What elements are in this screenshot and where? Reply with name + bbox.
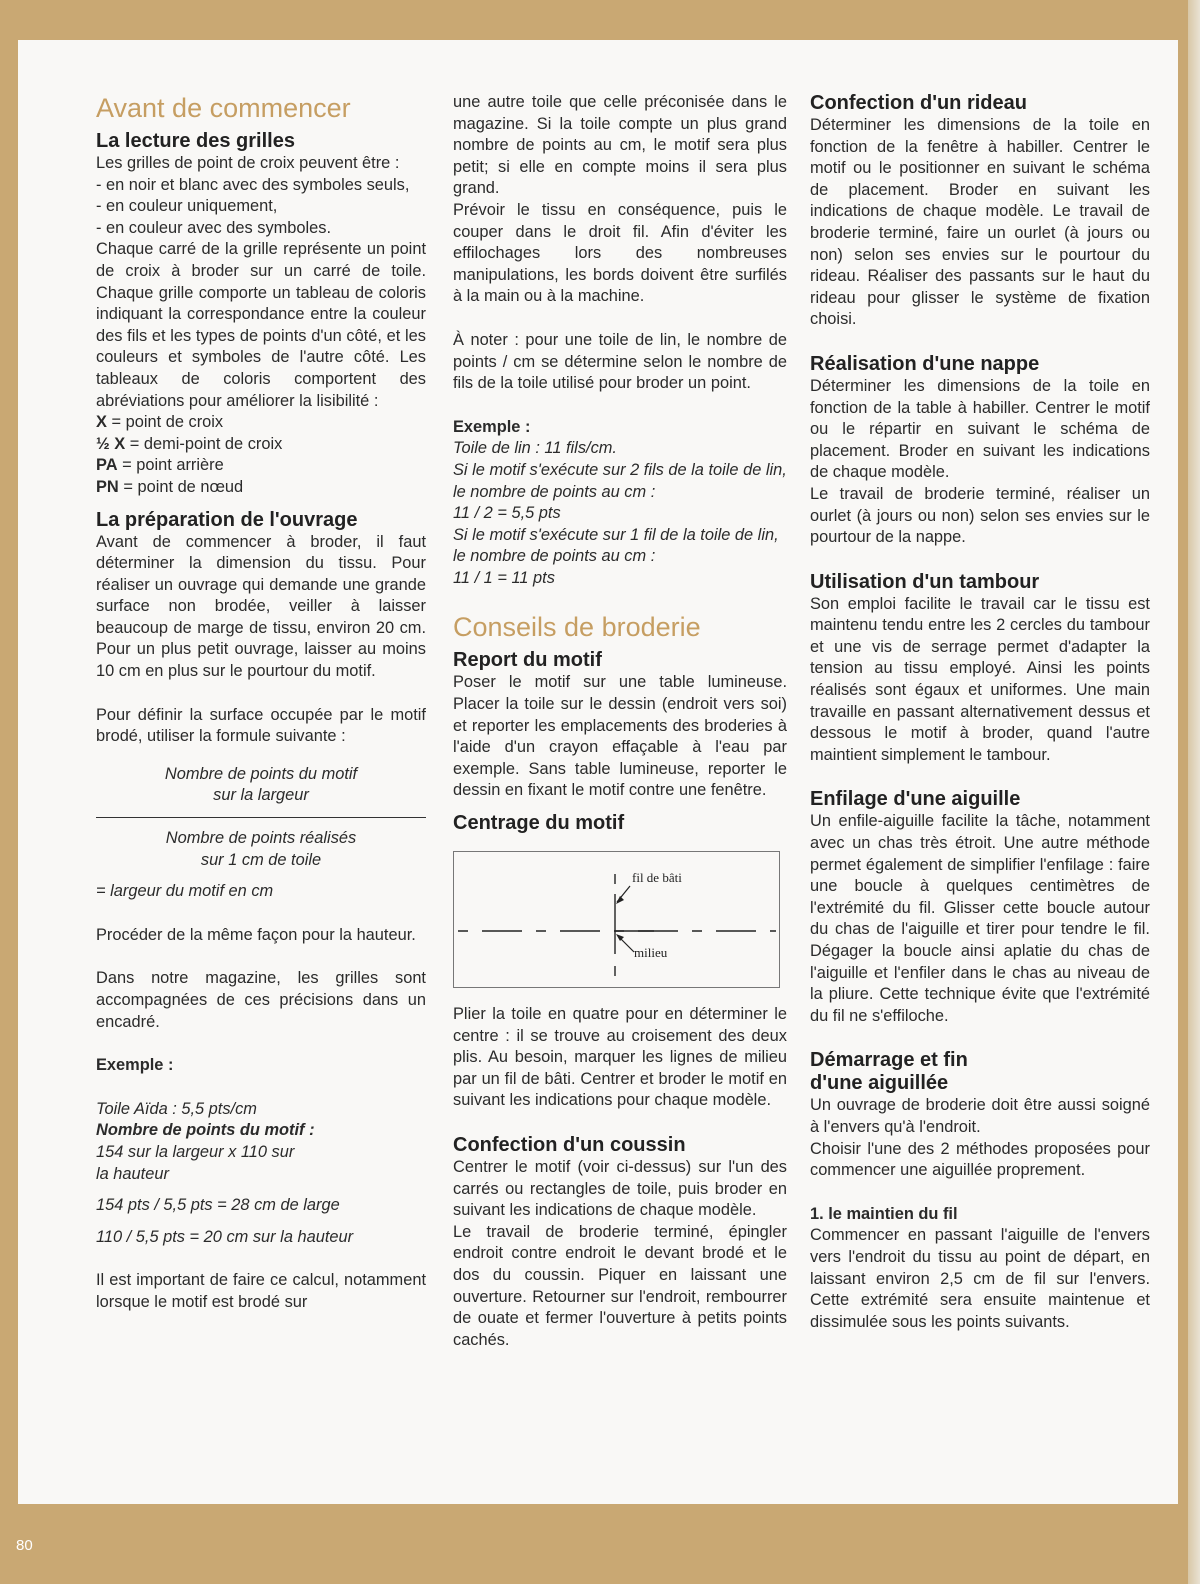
paragraph-nappe-1: Déterminer les dimensions de la toile en fonction de la table à habiller. Centrer le motif ou le répartir en suivant le schéma de placement. Broder en suivant les indications de chaque modèle. (810, 376, 1150, 482)
abbreviation-line (96, 477, 426, 499)
magazine-page (18, 40, 1178, 1504)
heading-report: Report du motif (453, 649, 602, 672)
paragraph-demarrage-1: Un ouvrage de broderie doit être aussi soigné à l'envers qu'à l'endroit. (810, 1096, 1150, 1136)
abbreviation-line (96, 455, 426, 477)
paragraph-maintien: Commencer en passant l'aiguille de l'envers vers l'endroit du tissu au point de départ, en laissant environ 2,5 cm de fil sur l'envers. Cette extrémité sera ensuite maintenue et dissimulée sous les points suivants. (810, 1226, 1150, 1331)
example-label-text: Exemple : (96, 1056, 174, 1075)
formula-denominator: sur 1 cm de toile (200, 850, 322, 869)
paragraph-tambour: Son emploi facilite le travail car le tissu est maintenu tendu entre les 2 cercles du tambour et une vis de serrage permet d'adapter la tension au tissu employé. Ainsi les points réalisés sont égaux et uniformes. Une main travaille en passant alternativement dessus et dessous le motif à broder, quand l'autre maintient simplement le tambour. (810, 594, 1150, 764)
centering-diagram-svg (454, 852, 779, 987)
paragraph-coussin-2: Le travail de broderie terminé, épingler endroit contre endroit le devant brodé et le dos du coussin. Piquer en laissant une ouverture. Retourner sur l'endroit, rembourrer de ouate et fermer l'ouverture à petits points cachés. (453, 1222, 787, 1349)
paragraph-prevoir: Prévoir le tissu en conséquence, puis le couper dans le droit fil. Afin d'éviter les effilochages lors des nombreuses manipulations, les bords doivent être surfilés à la main ou à la machine. (453, 200, 787, 306)
centering-diagram (453, 851, 780, 988)
example-line: 154 pts / 5,5 pts = 28 cm de large (96, 1196, 340, 1215)
example-line: 154 sur la largeur x 110 sur (96, 1142, 295, 1161)
abbreviation-key: PA (96, 456, 118, 475)
example-label (453, 417, 787, 439)
abbreviation-line (96, 434, 426, 456)
heading-tambour: Utilisation d'un tambour (810, 570, 1040, 593)
abbreviation-line (96, 412, 426, 434)
page-number: 80 (16, 1537, 33, 1554)
section-title-avant: Avant de commencer (96, 93, 351, 123)
subheading-maintien-text: 1. le maintien du fil (810, 1204, 958, 1223)
heading-rideau: Confection d'un rideau (810, 92, 1027, 114)
example-line: Toile de lin : 11 fils/cm. (453, 439, 617, 458)
paragraph-lecture: Les grilles de point de croix peuvent être : (96, 154, 400, 172)
example-line (96, 1120, 426, 1142)
heading-demarrage: Démarrage et fin (810, 1049, 968, 1072)
list-item: - en couleur avec des symboles. (96, 218, 332, 237)
subheading-maintien (810, 1204, 1150, 1226)
column-2 (453, 92, 787, 1351)
arrow-top-head (616, 896, 624, 904)
formula-numerator: sur la largeur (213, 786, 309, 805)
paragraph-rideau: Déterminer les dimensions de la toile en fonction de la fenêtre à habiller. Centrer le motif ou le positionner en suivant le schéma de placement. Broder en suivant les indications de chaque modèle. Le travail de broderie terminé, faire un ourlet (à jours ou non) selon ses envies sur le pourtour du rideau. Réaliser des passants sur le haut du rideau pour glisser le système de fixation choisi. (810, 116, 1150, 329)
paragraph-demarrage-2: Choisir l'une des 2 méthodes proposées pour commencer une aiguillée proprement. (810, 1139, 1150, 1180)
example-line: 11 / 1 = 11 pts (453, 568, 555, 587)
example-label-text: Exemple : (453, 417, 531, 436)
heading-lecture-grilles: La lecture des grilles (96, 130, 295, 152)
abbreviation-key: X (96, 413, 107, 432)
abbreviation-value: = demi-point de croix (129, 434, 283, 453)
diagram-label-bottom: milieu (634, 945, 668, 961)
heading-demarrage-2: d'une aiguillée (810, 1072, 949, 1095)
page-edge (1188, 0, 1200, 1584)
paragraph-plier: Plier la toile en quatre pour en déterminer le centre : il se trouve au croisement des deux plis. Au besoin, marquer les lignes de milieu par un fil de bâti. Centrer et broder le motif en suivant les indications pour chaque modèle. (453, 1005, 787, 1110)
heading-preparation: La préparation de l'ouvrage (96, 508, 358, 531)
arrow-bottom-head (616, 934, 624, 941)
list-item: - en couleur uniquement, (96, 197, 278, 216)
example-line: 11 / 2 = 5,5 pts (453, 504, 561, 523)
heading-nappe: Réalisation d'une nappe (810, 352, 1040, 375)
paragraph-coussin-1: Centrer le motif (voir ci-dessus) sur l'un des carrés ou rectangles de toile, puis broder en suivant les indications de chaque modèle. (453, 1158, 787, 1220)
example-line-bold: Nombre de points du motif : (96, 1121, 315, 1140)
column-1 (96, 92, 426, 1314)
example-line: la hauteur (96, 1164, 169, 1183)
example-line: Si le motif s'exécute sur 2 fils de la toile de lin, le nombre de points au cm : (453, 460, 787, 501)
paragraph-magazine: Dans notre magazine, les grilles sont accompagnées de ces précisions dans un encadré. (96, 969, 426, 1031)
heading-centrage: Centrage du motif (453, 812, 625, 835)
paragraph-important: Il est important de faire ce calcul, notamment lorsque le motif est brodé sur (96, 1271, 426, 1311)
paragraph-hauteur: Procéder de la même façon pour la hauteur. (96, 925, 416, 944)
formula-result: = largeur du motif en cm (96, 882, 274, 901)
formula (96, 764, 426, 871)
example-line: Toile Aïda : 5,5 pts/cm (96, 1099, 257, 1118)
formula-denominator: Nombre de points réalisés (165, 829, 357, 848)
paragraph-nappe-2: Le travail de broderie terminé, réaliser un ourlet (à jours ou non) selon ses envies sur le pourtour de la nappe. (810, 484, 1150, 547)
paragraph-noter: À noter : pour une toile de lin, le nombre de points / cm se détermine selon le nombre de fils de la toile utilisé pour broder un point. (453, 330, 787, 393)
example-line: 110 / 5,5 pts = 20 cm sur la hauteur (96, 1227, 354, 1246)
paragraph-report: Poser le motif sur une table lumineuse. Placer la toile sur le dessin (endroit vers soi) et reporter les emplacements des broderies à l'aide d'un crayon effaçable à l'eau par exemple. Sans table lumineuse, reporter le dessin en fixant le motif contre une fenêtre. (453, 673, 787, 800)
paragraph-preparation: Avant de commencer à broder, il faut déterminer la dimension du tissu. Pour réaliser un ouvrage qui demande une grande surface non brodée, veiller à laisser beaucoup de marge de tissu, environ 20 cm. Pour un plus petit ouvrage, laisser au moins 10 cm en plus sur le pourtour du motif. (96, 532, 426, 681)
paragraph-formule: Pour définir la surface occupée par le motif brodé, utiliser la formule suivante : (96, 705, 426, 746)
heading-coussin: Confection d'un coussin (453, 1134, 686, 1156)
formula-numerator: Nombre de points du motif (164, 764, 358, 783)
abbreviation-key: ½ X (96, 434, 126, 453)
heading-enfilage: Enfilage d'une aiguille (810, 788, 1021, 811)
paragraph-continuation: une autre toile que celle préconisée dans le magazine. Si la toile compte un plus grand nombre de points au cm, le motif sera plus petit; si elle en compte moins il sera plus grand. (453, 93, 787, 198)
column-3 (810, 92, 1150, 1333)
abbreviation-value: = point de nœud (123, 477, 244, 496)
section-title-conseils: Conseils de broderie (453, 612, 701, 643)
paragraph-enfilage: Un enfile-aiguille facilite la tâche, notamment avec un chas très étroit. Une autre méthode permet également de simplifier l'enfilage : faire une boucle à quelques centimètres de l'extrémité du fil. Glisser cette boucle autour du chas de l'aiguille et tirer pour tendre le fil. Dégager la boucle ainsi aplatie du chas de l'aiguille et l'enfiler dans le chas au niveau de la pliure. Cette technique évite que l'extrémité du fil ne s'effiloche. (810, 812, 1150, 1025)
abbreviation-key: PN (96, 477, 119, 496)
paragraph-carre: Chaque carré de la grille représente un point de croix à broder sur un carré de toile. Chaque grille comporte un tableau de coloris indiquant la correspondance entre la couleur des fils et les types de points d'un côté, et les couleurs et symboles de l'autre côté. Les tableaux de coloris comportent des abréviations pour améliorer la lisibilité : (96, 240, 426, 410)
list-item: - en noir et blanc avec des symboles seuls, (96, 175, 410, 194)
abbreviation-value: = point de croix (111, 413, 224, 432)
abbreviation-value: = point arrière (122, 456, 224, 475)
diagram-label-top: fil de bâti (632, 870, 682, 886)
example-label (96, 1055, 426, 1077)
fraction-bar (96, 817, 426, 818)
example-line: Si le motif s'exécute sur 1 fil de la toile de lin, le nombre de points au cm : (453, 525, 779, 566)
